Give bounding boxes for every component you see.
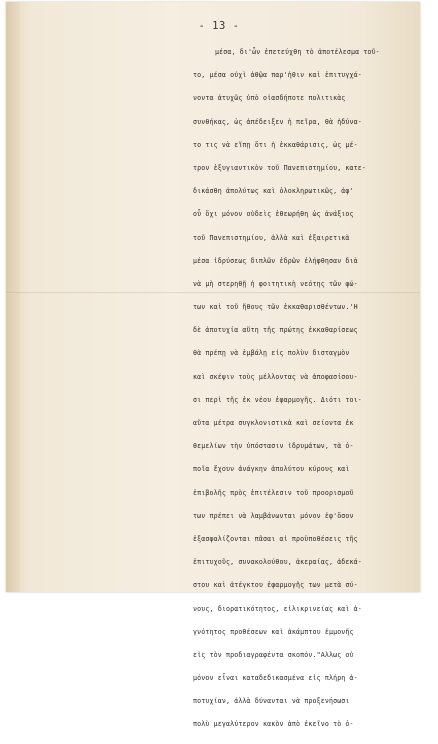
- text-line: οὗ ὄχι μόνον οὐδεὶς ἐθεωρήθη ὡς ἀνάξιος: [193, 210, 354, 219]
- text-line: το τις νὰ εἴπῃ ὅτι ἡ ἐκκαθάρισις, ὡς μέ-: [193, 140, 358, 149]
- text-line: ποτυχίαν, ἀλλὰ δύνανται νὰ προξενήσωσι: [193, 697, 350, 706]
- text-line: μόνον εἶναι καταδεδικασμένα εἰς πλήρη ἀ-: [193, 674, 358, 683]
- text-line: μέσα, δι'ὧν ἐπετεύχθη τὸ ἀποτέλεσμα τοῦ-: [215, 48, 380, 56]
- text-line: νοντα ἀτυχῶς ὑπὸ οἱασδήποτε πολιτικὰς: [193, 94, 346, 103]
- text-line: το, μέσα οὐχὶ ἀθῷα παρ'ἠθιν καὶ ἐπιτυγχά-: [193, 71, 362, 80]
- text-line: των καὶ τοῦ ἤθους τῶν ἐκκαθαρισθέντων.'Η: [193, 303, 358, 312]
- text-line: νους, διορατικότητος, εἰλικρινείας καὶ ἀ-: [193, 604, 362, 613]
- text-line: σι περὶ τῆς ἐκ νέου ἐφαρμογῆς. Διότι τοι-: [193, 395, 362, 404]
- text-line: πολὺ μεγαλύτερον κακὸν ἀπὸ ἐκεῖνο τὸ ὁ-: [193, 720, 354, 729]
- text-line: αῦτα μέτρα συγκλονιστικὰ καὶ σείοντα ἐκ: [193, 419, 354, 427]
- text-line: συνθήκας, ὡς ἀπέδειξεν ἡ πεῖρα, θὰ ἠδύνα-: [193, 117, 362, 126]
- text-line: ἐπιβολῆς πρὸς ἐπιτέλεσιν τοῦ προορισμοῦ: [193, 488, 354, 497]
- text-line: ἐπιτυχοῦς, συνακολούθου, ἀκεραίας, ἀδεκά-: [193, 558, 362, 567]
- text-line: δικάσθη ἀπολύτως καὶ ὁλοκληρωτικῶς, ἀφ': [193, 187, 354, 196]
- typewritten-text-block: [193, 48, 433, 744]
- text-line: στου καὶ ἀτέγκτου ἐφαρμογῆς των μετὰ σύ-: [193, 581, 358, 590]
- text-line: ἐξασφαλίζονται πᾶσαι αἱ προϋποθέσεις τῆς: [193, 534, 358, 543]
- text-line: τρον ἐξυγιαντικὸν τοῦ Πανεπιστημίου, κατε-: [193, 163, 367, 172]
- text-line: νὰ μὴ στερηθῇ ἡ φοιτητικὴ νεότης τῶν φώ-: [193, 279, 358, 288]
- text-line: καὶ σκέψιν τοὺς μέλλοντας νὰ ἀποφασίσου-: [193, 372, 358, 381]
- text-line: μέσα ἱδρύσεως διπλῶν ἑδρῶν ἐλήφθησαν διὰ: [193, 256, 358, 265]
- text-line: εἰς τὸν προδιαγραφέντα σκοπόν."Αλλως οὐ: [193, 650, 354, 659]
- paper-edge-shadow: [6, 2, 20, 592]
- text-line: γνότητος προθέσεων καὶ ἀκάμπτου ἐμμονῆς: [193, 627, 354, 636]
- text-line: θεμελίων τὴν ὑπόστασιν ἱδρυμάτων, τὰ ὁ-: [193, 442, 354, 451]
- text-line: δὲ ἀποτυχία αὕτη τῆς πρώτης ἐκκαθαρίσεως: [193, 326, 358, 335]
- text-line: των πρέπει νὰ λαμβάνωνται μόνον ἐφ'ὅσον: [193, 511, 354, 520]
- page-number: - 13 -: [198, 20, 240, 32]
- text-line: θὰ πρέπῃ νὰ ἐμβάλῃ εἰς πολὺν δισταγμὸν: [193, 349, 350, 358]
- text-line: ποῖα ἔχουν ἀνάγκην ἀπολύτου κύρους καὶ: [193, 465, 350, 474]
- text-line: τοῦ Πανεπιστημίου, ἀλλὰ καὶ ἐξαιρετικὰ: [193, 233, 350, 242]
